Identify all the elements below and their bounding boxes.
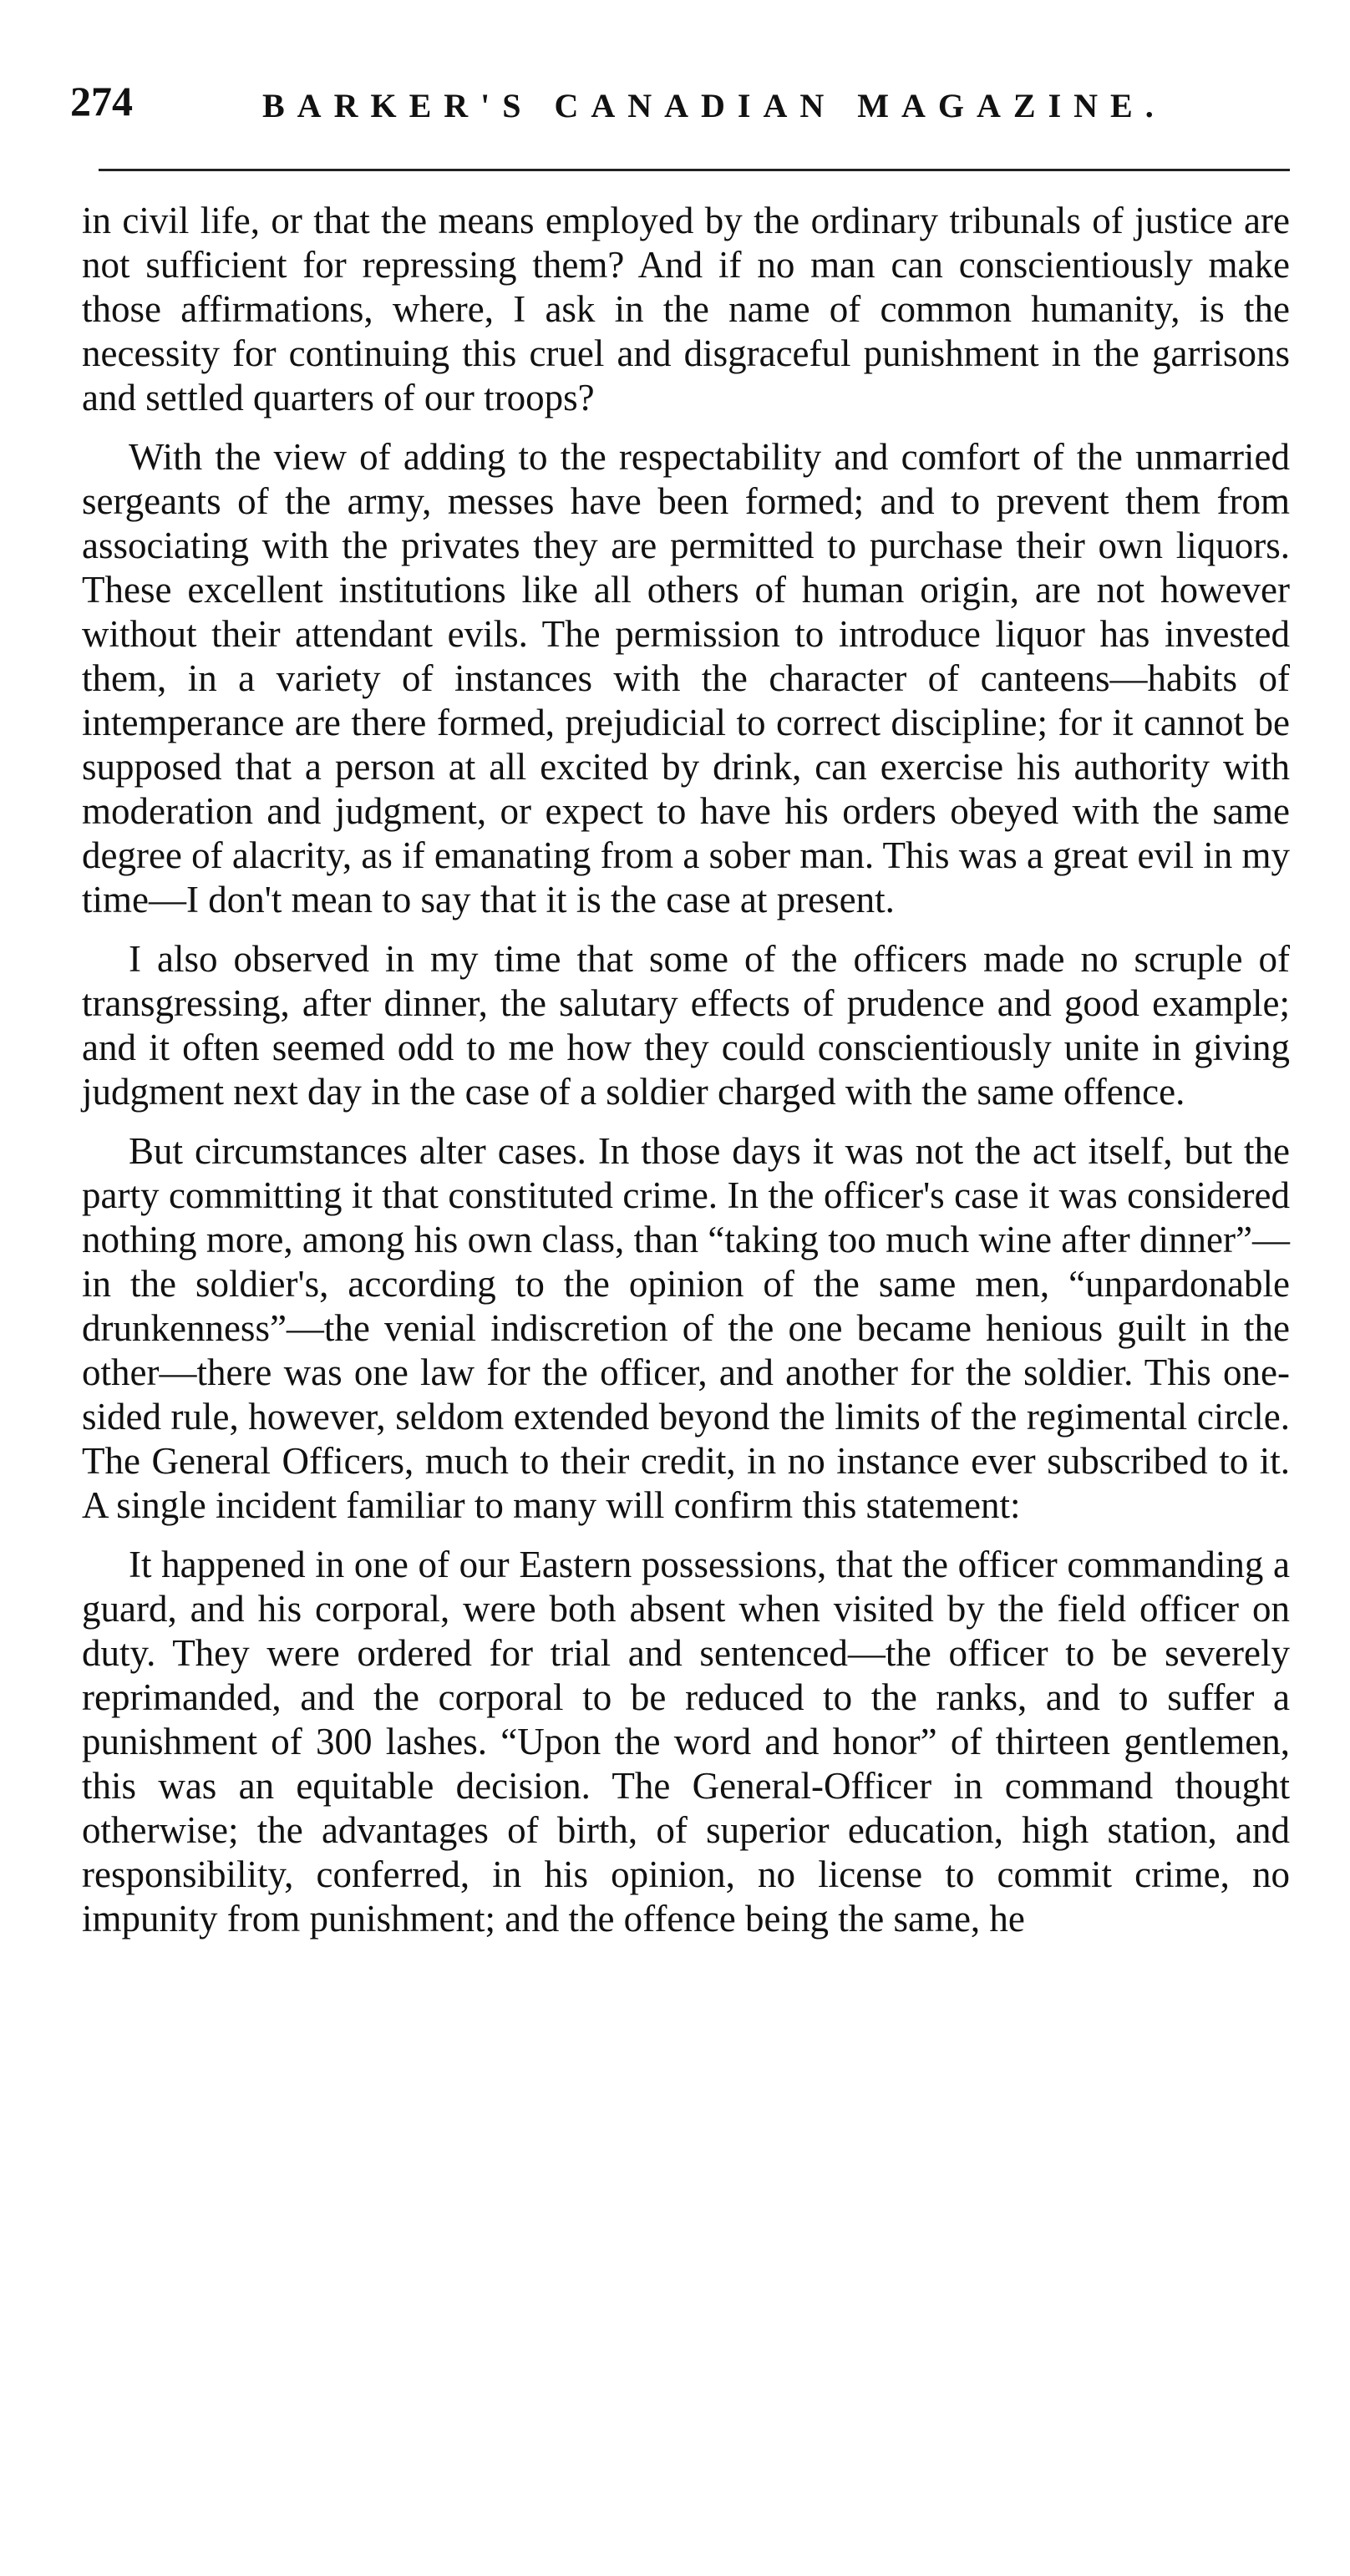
- paragraph: With the view of adding to the respectability and comfort of the unmarried sergeants of the army, messes have been formed; and to prevent them from associating with the privates they are permitted to purchase their own liquors. These excellent institutions like all others of human origin, are not however without their attendant evils. The permission to introduce liquor has invested them, in a variety of instances with the character of canteens—habits of intemperance are there formed, prejudicial to correct discipline; for it cannot be supposed that a person at all excited by drink, can exercise his authority with moderation and judgment, or expect to have his orders obeyed with the same degree of alacrity, as if emanating from a sober man. This was a great evil in my time—I don't mean to say that it is the case at present.: [82, 436, 1290, 920]
- running-title: BARKER'S CANADIAN MAGAZINE.: [262, 87, 1166, 124]
- page-header: [70, 72, 1290, 130]
- page-number: 274: [70, 78, 133, 124]
- paragraph: But circumstances alter cases. In those days it was not the act itself, but the party committing it that constituted crime. In the officer's case it was considered nothing more, among his own class, than “taking too much wine after dinner”—in the soldier's, according to the opinion of the same men, “unpardonable drunkenness”—the venial indiscretion of the one became henious guilt in the other—there was one law for the officer, and another for the soldier. This one-sided rule, however, seldom extended beyond the limits of the regimental circle. The General Officers, much to their credit, in no instance ever subscribed to it. A single incident familiar to many will confirm this statement:: [82, 1130, 1290, 1526]
- body-text: [82, 199, 1290, 1956]
- paragraph: in civil life, or that the means employed by the ordinary tribunals of justice are not sufficient for repressing them? And if no man can conscientiously make those affirmations, where, I ask in the name of common humanity, is the necessity for continuing this cruel and disgraceful punishment in the garrisons and settled quarters of our troops?: [82, 200, 1290, 418]
- document-page: [70, 0, 1290, 2576]
- header-rule: [99, 169, 1290, 171]
- paragraph: It happened in one of our Eastern possessions, that the officer commanding a guard, and his corporal, were both absent when visited by the field officer on duty. They were ordered for trial and sentenced—the officer to be severely reprimanded, and the corporal to be reduced to the ranks, and to suffer a punishment of 300 lashes. “Upon the word and honor” of thirteen gentlemen, this was an equitable decision. The General-Officer in command thought otherwise; the advantages of birth, of superior education, high station, and responsibility, conferred, in his opinion, no license to commit crime, no impunity from punishment; and the offence being the same, he: [82, 1544, 1290, 1940]
- paragraph: I also observed in my time that some of the officers made no scruple of transgressing, after dinner, the salutary effects of prudence and good example; and it often seemed odd to me how they could conscientiously unite in giving judgment next day in the case of a soldier charged with the same offence.: [82, 938, 1290, 1113]
